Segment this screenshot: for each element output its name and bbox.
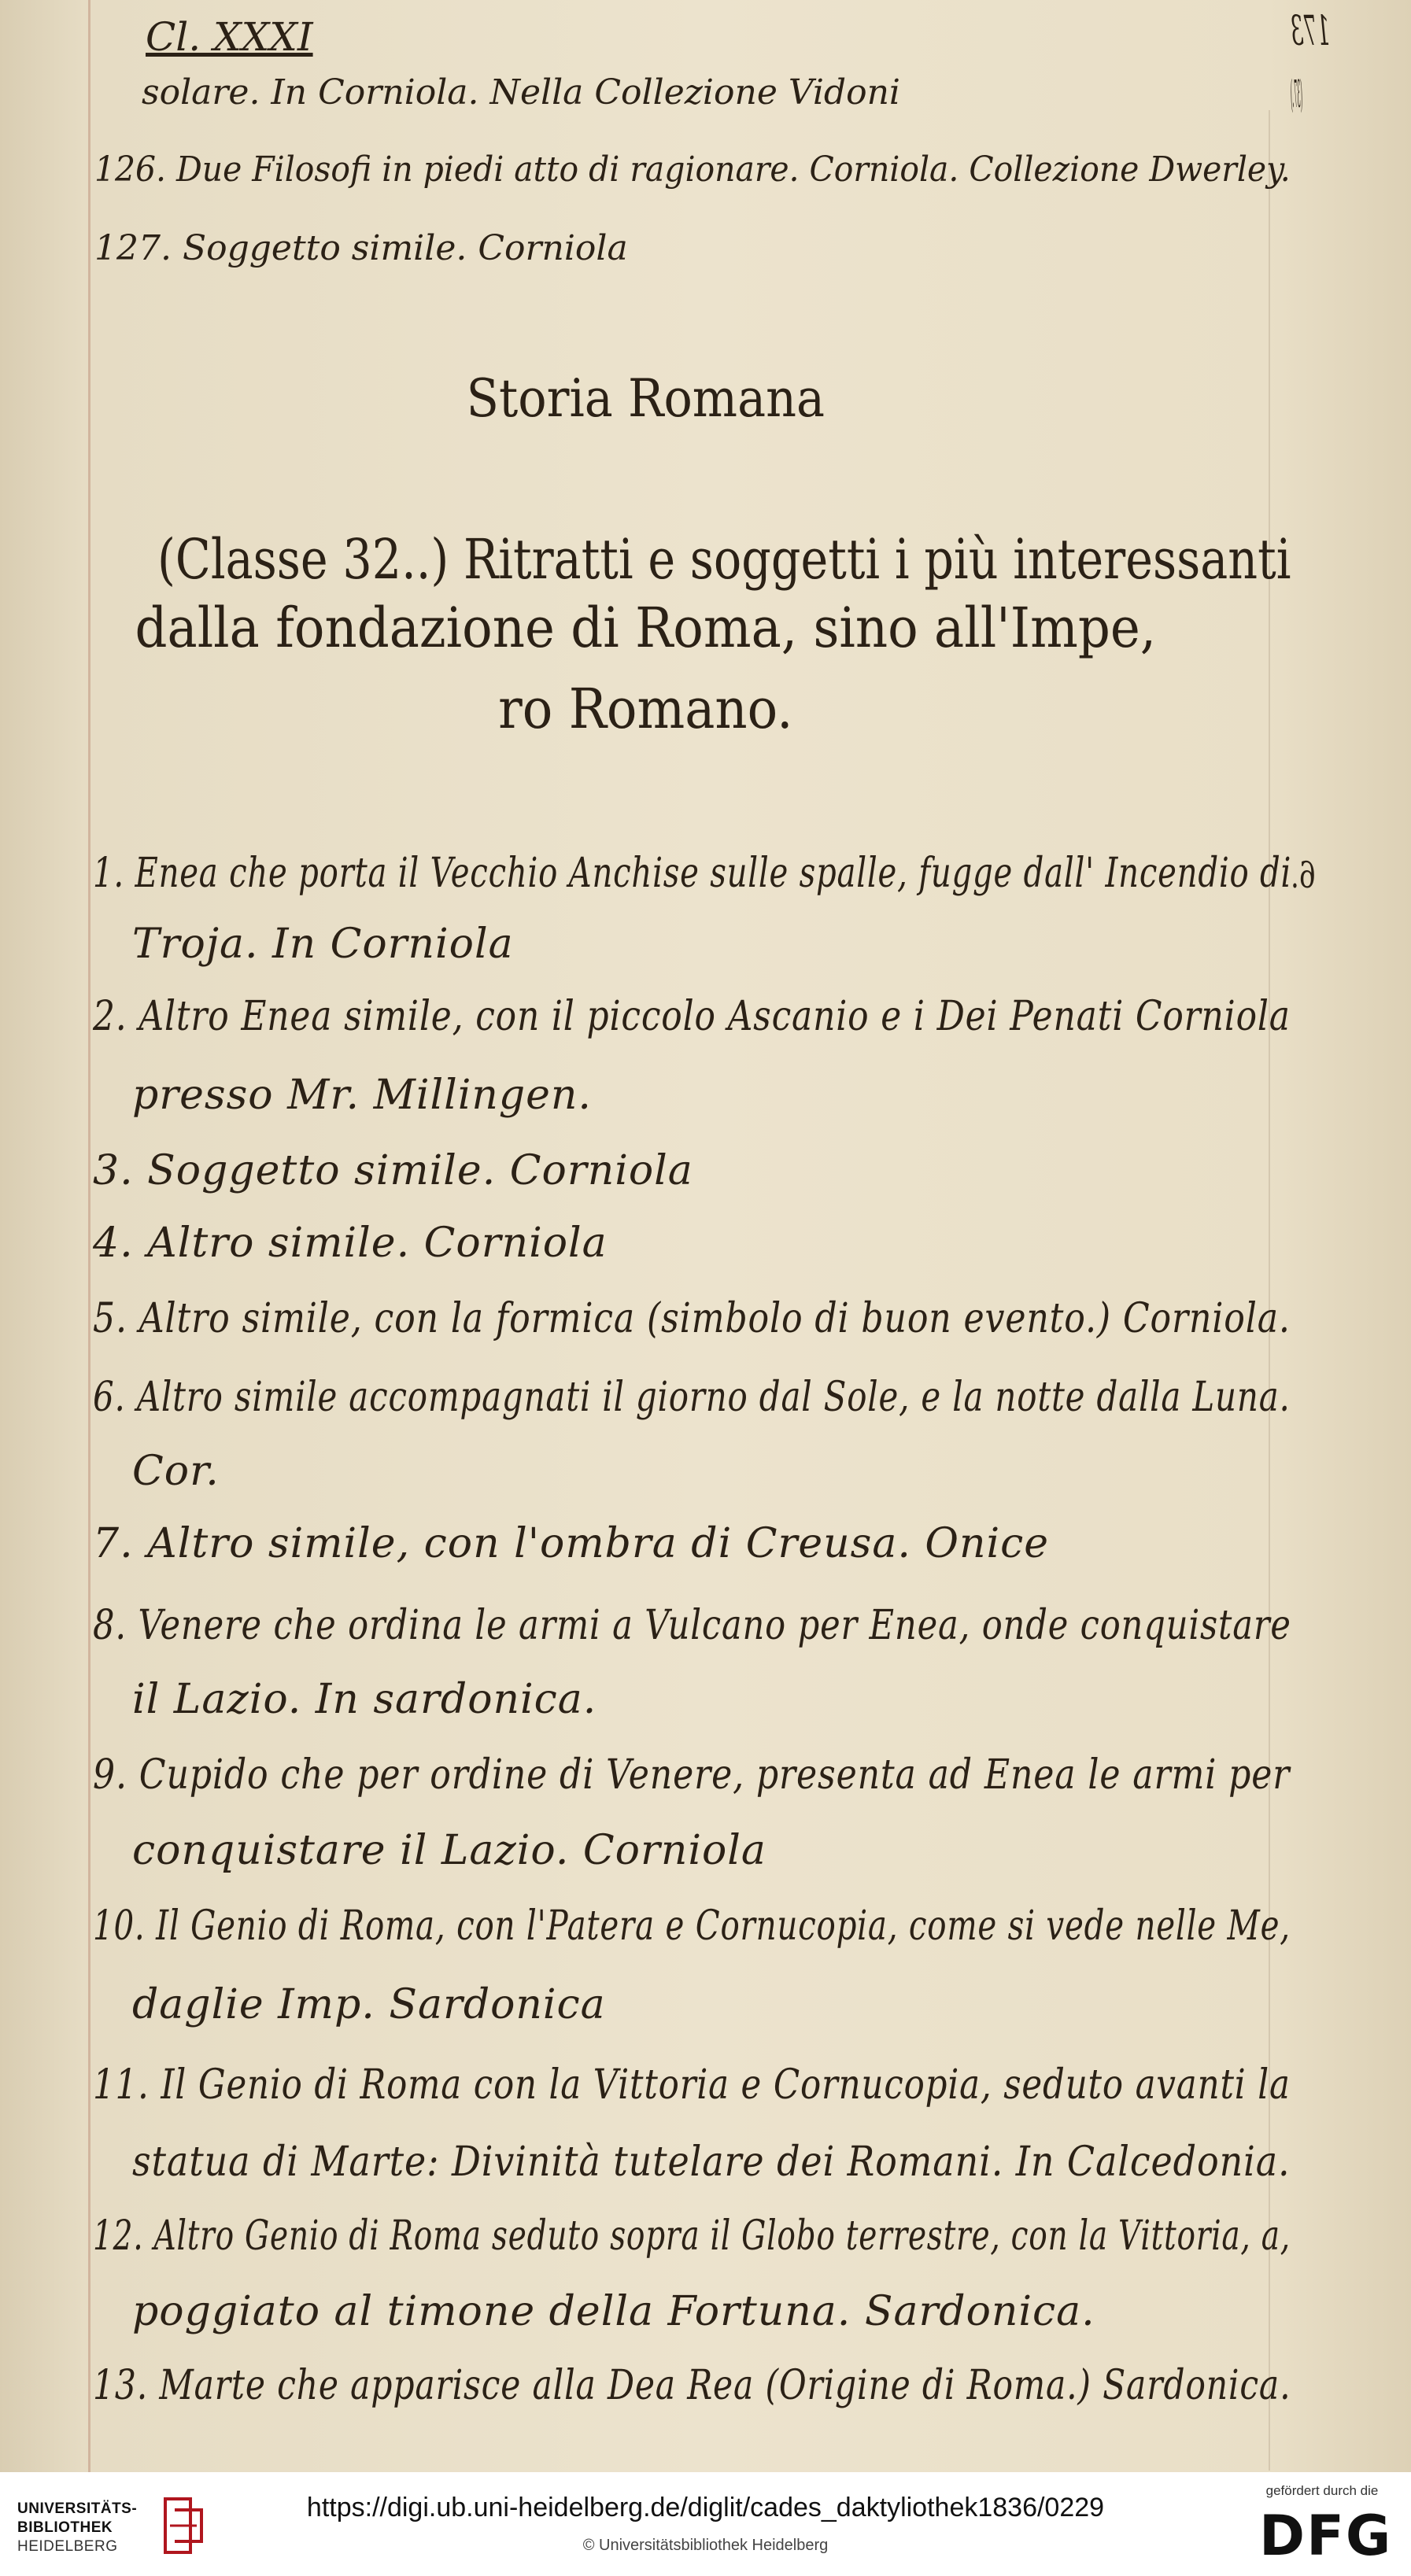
entry-line: daglie Imp. Sardonica (132, 1981, 606, 2028)
entry-line: il Lazio. In sardonica. (132, 1676, 597, 1723)
margin-number: 6. (1291, 854, 1316, 896)
permalink[interactable]: https://digi.ub.uni-heidelberg.de/diglit/cades_daktyliothek1836/0229 (306, 2493, 1105, 2522)
class-heading-line: (Classe 32..) Ritratti e soggetti i più interessanti (157, 527, 1291, 592)
page-number: 173 (1290, 8, 1330, 55)
viewer-footer (0, 2472, 1411, 2576)
top-line: 126. Due Filosofi in piedi atto di ragionare. Corniola. Collezione Dwerley. (94, 149, 1291, 190)
institution-name-line: HEIDELBERG (17, 2538, 118, 2555)
section-heading: Storia Romana (466, 368, 825, 429)
dfg-logo-icon: DFG (1259, 2504, 1393, 2568)
entry-line: 12. Altro Genio di Roma seduto sopra il Globo terrestre, con la Vittoria, a, (93, 2212, 1291, 2260)
funder-caption: gefördert durch die (1265, 2483, 1379, 2498)
entry-line: 2. Altro Enea simile, con il piccolo Ascanio e i Dei Penati Corniola (93, 993, 1291, 1040)
entry-line: conquistare il Lazio. Corniola (132, 1827, 766, 1874)
entry-line: Cor. (132, 1448, 220, 1495)
copyright-notice: © Universitätsbibliothek Heidelberg (582, 2537, 829, 2554)
entry-line: 1. Enea che porta il Vecchio Anchise sulle spalle, fugge dall' Incendio di (93, 850, 1292, 897)
entry-line: 6. Altro simile accompagnati il giorno dal Sole, e la notte dalla Luna. (93, 1374, 1291, 1421)
entry-line: 4. Altro simile. Corniola (93, 1220, 608, 1267)
entry-line: 3. Soggetto simile. Corniola (93, 1147, 693, 1194)
class-heading-line: ro Romano. (498, 677, 793, 741)
entry-line: presso Mr. Millingen. (132, 1072, 592, 1119)
class-heading-line: dalla fondazione di Roma, sino all'Impe, (135, 596, 1157, 660)
funder-logo (1243, 2483, 1401, 2570)
institution-name-line: BIBLIOTHEK (17, 2519, 113, 2536)
entry-line: statua di Marte: Divinità tutelare dei Romani. In Calcedonia. (132, 2139, 1291, 2186)
entry-line: 10. Il Genio di Roma, con l'Patera e Cornucopia, come si vede nelle Me, (93, 1902, 1291, 1950)
entry-line: 9. Cupido che per ordine di Venere, presenta ad Enea le armi per (93, 1751, 1291, 1799)
entry-line: 7. Altro simile, con l'ombra di Creusa. Onice (93, 1520, 1050, 1567)
entry-line: Troja. In Corniola (132, 921, 514, 968)
page-number-secondary: (37.) (1290, 72, 1302, 116)
top-line: solare. In Corniola. Nella Collezione Vidoni (142, 72, 900, 113)
entry-line: 8. Venere che ordina le armi a Vulcano per Enea, onde conquistare (93, 1602, 1291, 1649)
entry-line: 13. Marte che apparisce alla Dea Rea (Origine di Roma.) Sardonica. (93, 2362, 1291, 2409)
entry-line: poggiato al timone della Fortuna. Sardonica. (132, 2288, 1095, 2335)
class-reference: Cl. XXXI (146, 14, 313, 60)
top-line: 127. Soggetto simile. Corniola (94, 228, 628, 268)
entry-line: 11. Il Genio di Roma con la Vittoria e Cornucopia, seduto avanti la (93, 2061, 1291, 2109)
fold-rule (1269, 110, 1270, 2471)
institution-name-line: UNIVERSITÄTS- (17, 2500, 138, 2517)
entry-line: 5. Altro simile, con la formica (simbolo di buon evento.) Corniola. (93, 1295, 1291, 1342)
